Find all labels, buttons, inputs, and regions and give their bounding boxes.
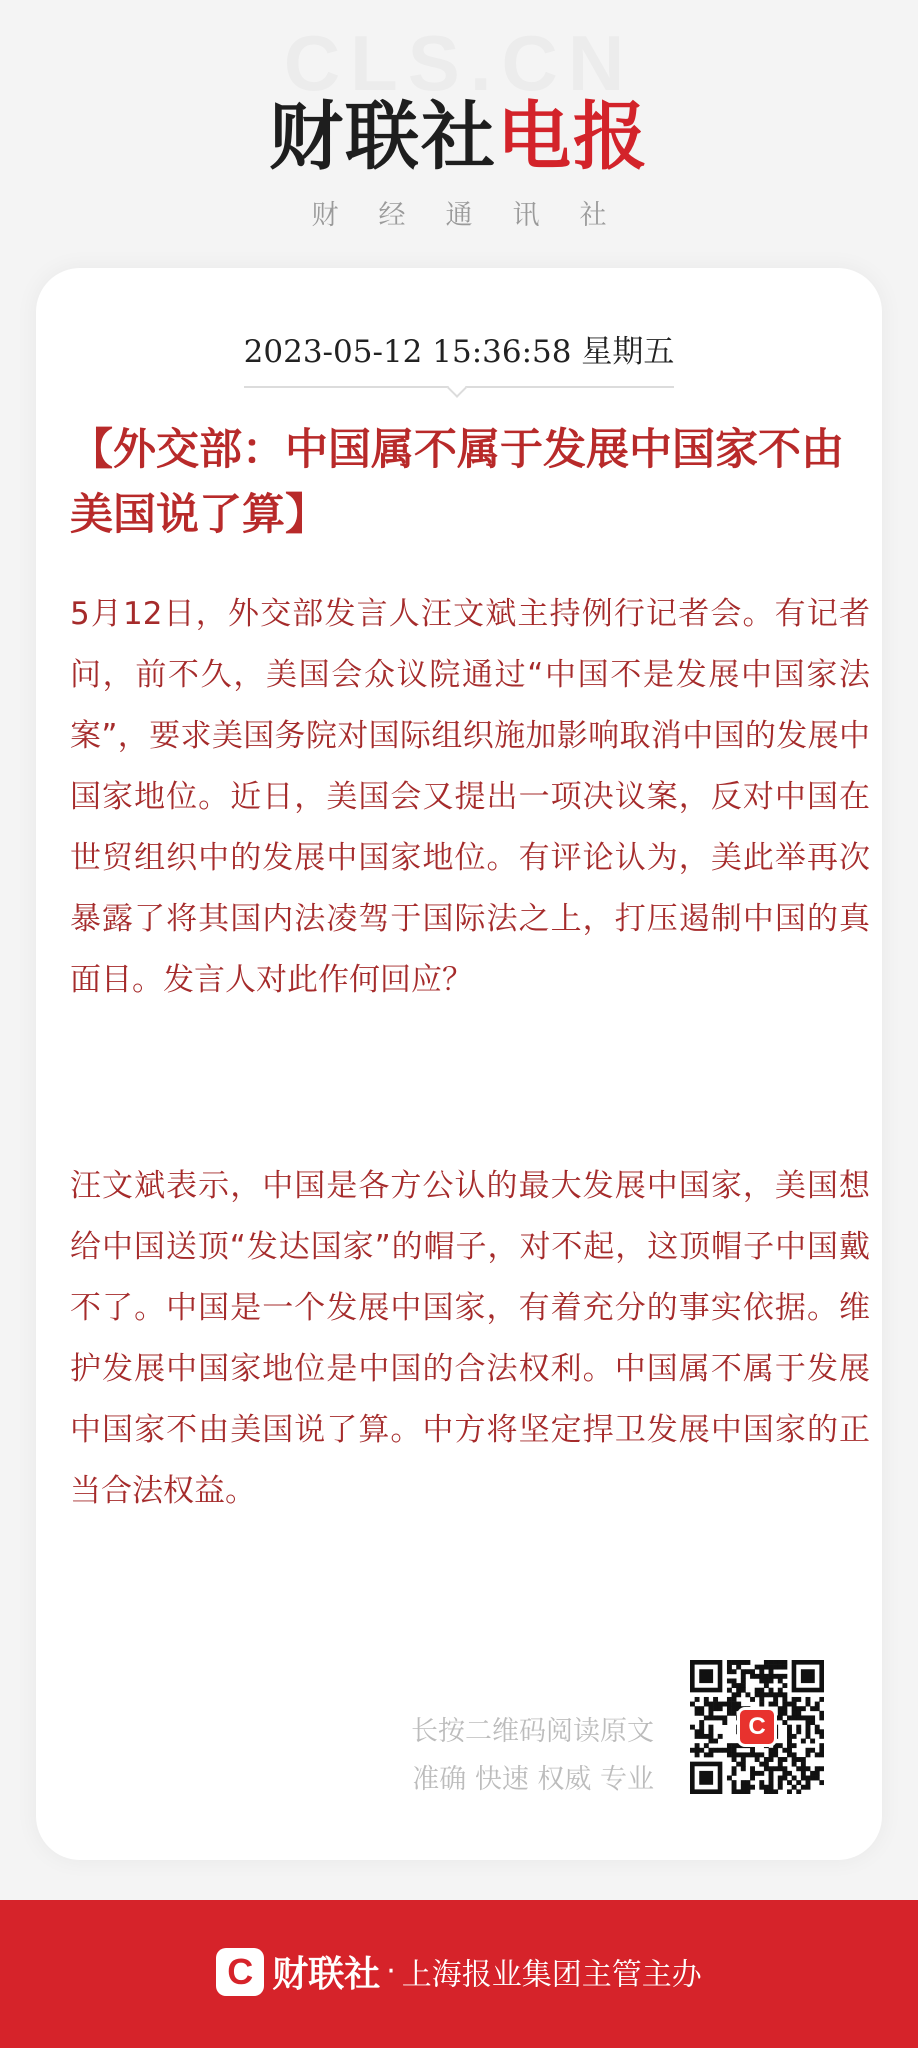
qr-logo-icon: C <box>737 1707 777 1747</box>
article-paragraph-2: 汪文斌表示，中国是各方公认的最大发展中国家，美国想给中国送顶“发达国家”的帽子，对不起，这顶帽子中国戴不了。中国是一个发展中国家，有着充分的事实依据。维护发展中国家地位是中国的合法权利。中国属不属于发展中国家不由美国说了算。中方将坚定捍卫发展中国家的正当合法权益。 <box>70 1168 870 1509</box>
footer-brand: 财联社 <box>272 1954 381 1995</box>
brand-title <box>0 94 918 180</box>
footer-bar <box>0 1900 918 2048</box>
qr-caption-line-1: 长按二维码阅读原文 <box>411 1716 654 1747</box>
brand-title-red: 电报 <box>497 94 649 180</box>
article-title: 【外交部：中国属不属于发展中国家不由美国说了算】 <box>70 425 844 540</box>
brand-tagline: 财经通讯社 <box>311 200 647 231</box>
brand-title-black: 财联社 <box>269 94 497 180</box>
publish-datetime: 2023-05-12 15:36:58 星期五 <box>243 334 675 370</box>
cls-logo-icon: C <box>216 1948 264 1996</box>
qr-caption <box>411 1708 654 1804</box>
header <box>0 0 918 250</box>
footer-content <box>0 1946 918 1997</box>
footer-separator: · <box>386 1954 396 1989</box>
article-card <box>36 268 882 1860</box>
article-paragraph-1: 5月12日，外交部发言人汪文斌主持例行记者会。有记者问，前不久，美国会众议院通过“中国不是发展中国家法案”，要求美国务院对国际组织施加影响取消中国的发展中国家地位。近日，美国会又提出一项决议案，反对中国在世贸组织中的发展中国家地位。有评论认为，美此举再次暴露了将其国内法凌驾于国际法之上，打压遏制中国的真面目。发言人对此作何回应？ <box>70 596 870 998</box>
date-divider-notch <box>447 378 467 398</box>
qr-caption-line-2: 准确 快速 权威 专业 <box>412 1764 654 1795</box>
qr-code[interactable] <box>690 1660 824 1794</box>
footer-publisher: 上海报业集团主管主办 <box>401 1957 702 1993</box>
watermark-text: CLS.CN <box>283 19 635 107</box>
